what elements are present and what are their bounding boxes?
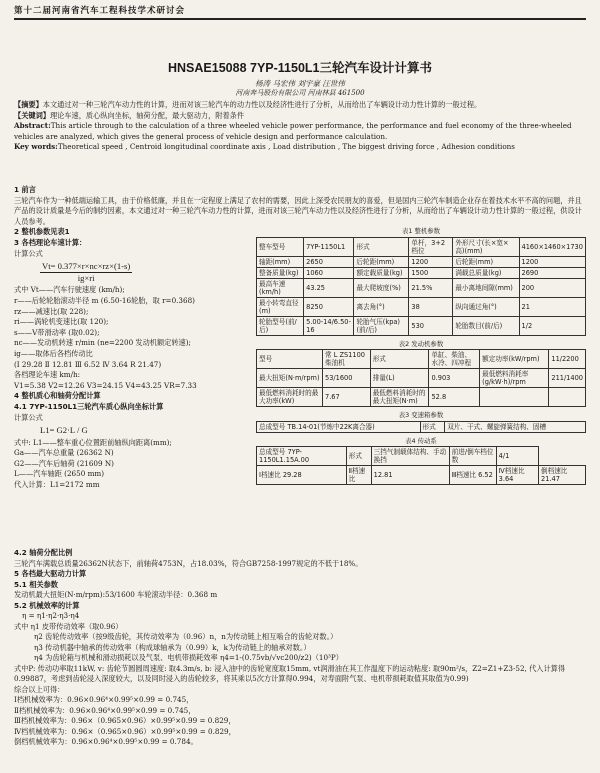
table-row (257, 316, 586, 335)
def-line: ri——涡轮机变速比(取 120); (14, 317, 109, 327)
table-cell: 形式 (420, 421, 445, 432)
table-cell: 1060 (304, 267, 354, 278)
section-5-1-title: 5.1 相关参数 (14, 579, 58, 589)
s3-formula-label: 计算公式 (14, 248, 43, 258)
table-cell: 轴距(mm) (257, 256, 304, 267)
section-4-1-title: 4.1 7YP-1150L1三轮汽车质心纵向坐标计算 (14, 401, 164, 411)
table-cell: 最低燃料消耗时的最大功率(kW) (257, 388, 323, 407)
def-line: Ga——汽车总重量 (26362 N) (14, 448, 114, 458)
abstract-en-text: This article through to the calculation of a three wheeled vehicle power performance, the performance and fuel economy of the three-wheeled vehicles are analyzed, which gives the general process of vehicle design and performance calculation. (14, 121, 572, 141)
def-line: r——后轮轮胎滚动半径 m (6.50-16轮胎，取 r=0.368) (14, 295, 195, 305)
table-cell: 最低燃料消耗率(g/kW·h)/rpm (480, 369, 549, 388)
table-cell: Ⅰ档速比 29.28 (257, 466, 347, 485)
affiliation: 河南奔马股份有限公司 河南林县 461500 (235, 89, 365, 97)
table-cell: 最小转弯直径(m) (257, 297, 304, 316)
table-cell: 1200 (519, 256, 585, 267)
table-cell: 形式 (354, 237, 409, 256)
table-cell: 1500 (409, 267, 453, 278)
table-cell: 11/2200 (549, 350, 586, 369)
header-text: 第十二届河南省汽车工程科技学术研讨会 (14, 6, 186, 16)
table-row (257, 350, 586, 369)
abstract-cn (14, 100, 586, 153)
table-cell: 后轮距(mm) (453, 256, 519, 267)
keywords-cn-text: 理论车速，质心纵向坐标，轴荷分配，最大驱动力，附着条件 (49, 110, 245, 120)
table-cell: 额定功率(kW/rpm) (480, 350, 549, 369)
efficiency-line: Ⅲ档机械效率为：0.96×（0.965×0.96）×0.99⁵×0.99 = 0.829， (14, 716, 236, 725)
abstract-en-label: Abstract: (14, 121, 51, 130)
table-cell: 单杆，3+2档位 (409, 237, 453, 256)
table-cell: 形式 (370, 350, 429, 369)
table-cell: 整车型号 (257, 237, 304, 256)
def-line: (Ⅰ 29.28 Ⅱ 12.81 Ⅲ 6.52 Ⅳ 3.64 R 21.47) (14, 359, 162, 369)
table-cell (549, 388, 586, 407)
def-line: 代入计算：L1=2172 mm (14, 480, 100, 490)
vehicle-params-table (256, 237, 586, 336)
table-row (257, 369, 586, 388)
paper-title: HNSAE15088 7YP-1150L1三轮汽车设计计算书 (168, 61, 432, 75)
transmission-table (256, 446, 586, 485)
def-line: η3 传动机器中轴承的传动效率（构成球轴承为（0.99）k，k为传动链上的轴承对数。） (34, 642, 311, 652)
centroid-definitions (14, 438, 252, 491)
table-cell: 形式 (346, 447, 371, 466)
section-3-title: 3 各档理论车速计算： (14, 238, 87, 247)
table-cell: 200 (519, 278, 585, 297)
efficiency-line: Ⅱ档机械效率为：0.96×0.96⁴×0.99⁵×0.99 = 0.745， (14, 705, 196, 715)
table-cell: 5.00-14/6.50-16 (304, 316, 354, 335)
table-cell: 最高车速(km/h) (257, 278, 304, 297)
def-line: η4 为齿轮箱与机械和滑动损耗以及气泵、电机带损耗效率 η4=1-(0.75vb/√vc200/z2)（10³P） (34, 653, 343, 662)
authors: 杨涛 马宏伟 刘宇豪 汪世伟 (255, 79, 345, 88)
table-row (257, 466, 586, 485)
table-cell: 53/1600 (323, 369, 371, 388)
table-cell: 211/1400 (549, 369, 586, 388)
table-1-caption: 表1 整机参数 (401, 227, 441, 235)
table-cell: 7YP-1150L1 (304, 237, 354, 256)
table-cell: 4/1 (496, 447, 538, 466)
table-cell: 倒档速比 21.47 (539, 466, 586, 485)
table-cell: 43.25 (304, 278, 354, 297)
table-cell: 最大扭矩(N·m/rpm) (257, 369, 323, 388)
table-cell: 38 (409, 297, 453, 316)
table-cell: 最大爬坡度(%) (354, 278, 409, 297)
def-line: η2 齿轮传动效率（按9级齿轮，其传动效率为（0.96）n，n为传动链上相互啮合的齿轮对数。） (34, 632, 338, 641)
efficiency-line: 倒档机械效率为：0.96×0.96⁴×0.99⁵×0.99 = 0.784。 (14, 737, 198, 746)
table-cell: 后轮距(mm) (354, 256, 409, 267)
def-line: 各档理论车速 km/h: (14, 370, 81, 380)
table-row (257, 256, 586, 267)
section-4-title: 4 整机质心和轴荷分配计算 (14, 391, 101, 401)
section-1-text: 三轮汽车作为一种低端运输工具，由于价格低廉，并且在一定程度上满足了农村的需要，因此上深受农民朋友的喜爱，但是国内三轮汽车制造企业存在着技术水平不高的问题，并且产品的设计质量是今后的制约因素，本文通过对一种三轮汽车动力性的计算，进而对该三轮汽车动力性以及经济性进行了分析，从而给出了车辆设计动力性计算的一般过程，供设计人员参考。 (14, 195, 582, 226)
table-cell: 整备质量(kg) (257, 267, 304, 278)
table-cell: 轮胎数目(前/后) (453, 316, 519, 335)
table-row (257, 278, 586, 297)
table-cell: 21 (519, 297, 585, 316)
table-cell: 0.903 (429, 369, 480, 388)
table-cell: 12.81 (371, 466, 449, 485)
section-5-2-title: 5.2 机械效率的计算 (14, 600, 80, 610)
speed-formula-denominator: ig×ri (77, 272, 95, 283)
table-cell: 三挡气制载体结构、手动换挡 (371, 447, 449, 466)
def-line: 式中 η1 皮带传动效率（取0.96） (14, 621, 123, 631)
def-line: s——V带滑动率 (取0.02); (14, 327, 100, 337)
table-cell: 前进/倒车档位数 (449, 447, 496, 466)
table-cell: 单缸、柴油、水冷、四冲程 (429, 350, 480, 369)
def-line: V1=5.38 V2=12.26 V3=24.15 V4=43.25 VR=7.33 (14, 380, 197, 390)
table-cell: 满载总质量(kg) (453, 267, 519, 278)
speed-definitions (14, 285, 252, 391)
table-cell: 52.8 (429, 388, 480, 407)
table-cell: Ⅲ档速比 6.52 (449, 466, 496, 485)
centroid-formula: L1= G2·L / G (40, 425, 88, 436)
section-1-title: 1 前言 (14, 185, 36, 194)
table-cell: 轮胎气压(kpa)(前/后) (354, 316, 409, 335)
table-cell: 轮胎型号(前/后) (257, 316, 304, 335)
table-cell: 双片、干式、螺旋弹簧结构、固槽 (445, 421, 586, 432)
table-cell: 2650 (304, 256, 354, 267)
efficiency-line: Ⅳ档机械效率为：0.96×（0.965×0.96）×0.99⁵×0.99 = 0.829， (14, 726, 236, 736)
efficiency-line: Ⅰ档机械效率为：0.96×0.96⁴×0.99⁵×0.99 = 0.745， (14, 695, 194, 704)
table-cell: 总成型号 TB.14-01(节炼中22K离合器) (257, 421, 421, 432)
table-cell: 1200 (409, 256, 453, 267)
section-5-title: 5 各档最大驱动力计算 (14, 569, 87, 578)
keywords-cn-label: 【关键词】 (14, 110, 50, 120)
speed-formula-numerator: Vt= 0.377×r×nc×rz×(1-s) (42, 261, 131, 272)
table-cell: 2690 (519, 267, 585, 278)
table-cell: 7.67 (323, 388, 371, 407)
table-4-caption: 表4 传动系 (405, 436, 437, 445)
gearbox-table (256, 421, 586, 433)
lower-sections (14, 548, 586, 748)
speed-formula (40, 261, 252, 283)
abstract-cn-label: 【摘要】 (14, 100, 43, 109)
table-cell (480, 388, 549, 407)
table-row (257, 388, 586, 407)
table-2-caption: 表2 发动机参数 (398, 339, 444, 348)
section-5-2-text: 式中P: 传动功率取11kW, v: 齿轮节圆圆周速度: 取4.3m/s, b: 浸入油中的齿轮宽度取15mm, vt润滑油在其工作温度下的运动粘度: 取90m²/s，Z2=Z1+Z3-52, 代入计算得0.99887，考虑到齿轮浸入深度较大，以及同时浸入的齿轮较多，将其乘以5次方计算得0.994，对寿面附气泵、电机带损耗取值其取值为0.99) (14, 663, 566, 683)
left-column (14, 238, 252, 491)
table-row (257, 297, 586, 316)
table-3-caption: 表3 变速箱参数 (398, 411, 444, 420)
section-4-2-text: 三轮汽车满载总质量26362N状态下，前轴荷4753N，占18.03%，符合GB7258-1997规定的不低于18%。 (14, 558, 363, 568)
def-line: ig——取体后各档传动比 (14, 348, 93, 358)
table-cell: 纵向通过角(°) (453, 297, 519, 316)
table-row (257, 447, 586, 466)
table-cell: 外形尺寸(长×宽×高)(mm) (453, 237, 519, 256)
section-2-title: 2 整机参数见表1 (14, 227, 70, 236)
table-cell: Ⅱ档速比 (346, 466, 371, 485)
table-cell: 21.5% (409, 278, 453, 297)
table-cell: 4160×1460×1730 (519, 237, 585, 256)
table-cell: Ⅳ档速比 3.64 (496, 466, 538, 485)
def-line: nc——发动机转速 r/min (ne=2200 发动机额定转速); (14, 338, 191, 348)
efficiency-equation: η = η1·η2·η3·η4 (22, 611, 80, 620)
table-cell: 离去角(°) (354, 297, 409, 316)
table-row (257, 237, 586, 256)
table-row (257, 267, 586, 278)
engine-params-table (256, 349, 586, 407)
section-5-1-text: 发动机最大扭矩(N·m/rpm):53/1600 车轮滚动半径：0.368 m (14, 590, 218, 599)
def-line: 式中 Vt——汽车行驶速度 (km/h); (14, 285, 125, 295)
speed-formula-fraction (40, 261, 132, 283)
table-cell: 530 (409, 316, 453, 335)
section-4-2-title: 4.2 轴荷分配比例 (14, 548, 73, 557)
table-cell: 最小离地间隙(mm) (453, 278, 519, 297)
table-cell: 1/2 (519, 316, 585, 335)
table-cell: 8250 (304, 297, 354, 316)
table-cell: 额定载质量(kg) (354, 267, 409, 278)
table-cell: 总成型号 7YP-1150L1.15A.00 (257, 447, 347, 466)
def-line: 式中: L1——整车重心位置距前轴纵向距离(mm); (14, 437, 172, 447)
table-cell: 最低燃料消耗时的最大扭矩(N·m) (370, 388, 429, 407)
s41-formula-label: 计算公式 (14, 412, 43, 422)
def-line: rz——减速比(取 228); (14, 306, 89, 316)
keywords-en-label: Key words: (14, 142, 58, 151)
table-cell: 常 L ZS1100 柴油机 (323, 350, 371, 369)
table-row (257, 421, 586, 432)
keywords-en-text: Theoretical speed , Centroid longitudinal coordinate axis , Load distribution , The biggest driving force , Adhesion conditions (57, 142, 515, 151)
table-cell: 型号 (257, 350, 323, 369)
right-column (256, 226, 586, 485)
table-cell: 排量(L) (370, 369, 429, 388)
def-line: L——汽车轴距 (2650 mm) (14, 469, 104, 479)
running-header (14, 4, 586, 20)
abstract-cn-text: 本文通过对一种三轮汽车动力性的计算，进而对该三轮汽车的动力性以及经济性进行了分析，从而给出了车辆设计动力性计算的一般过程。 (42, 100, 482, 109)
def-line: G2——汽车后轴荷 (21609 N) (14, 458, 114, 468)
summary-line: 综合以上可得： (14, 684, 65, 694)
